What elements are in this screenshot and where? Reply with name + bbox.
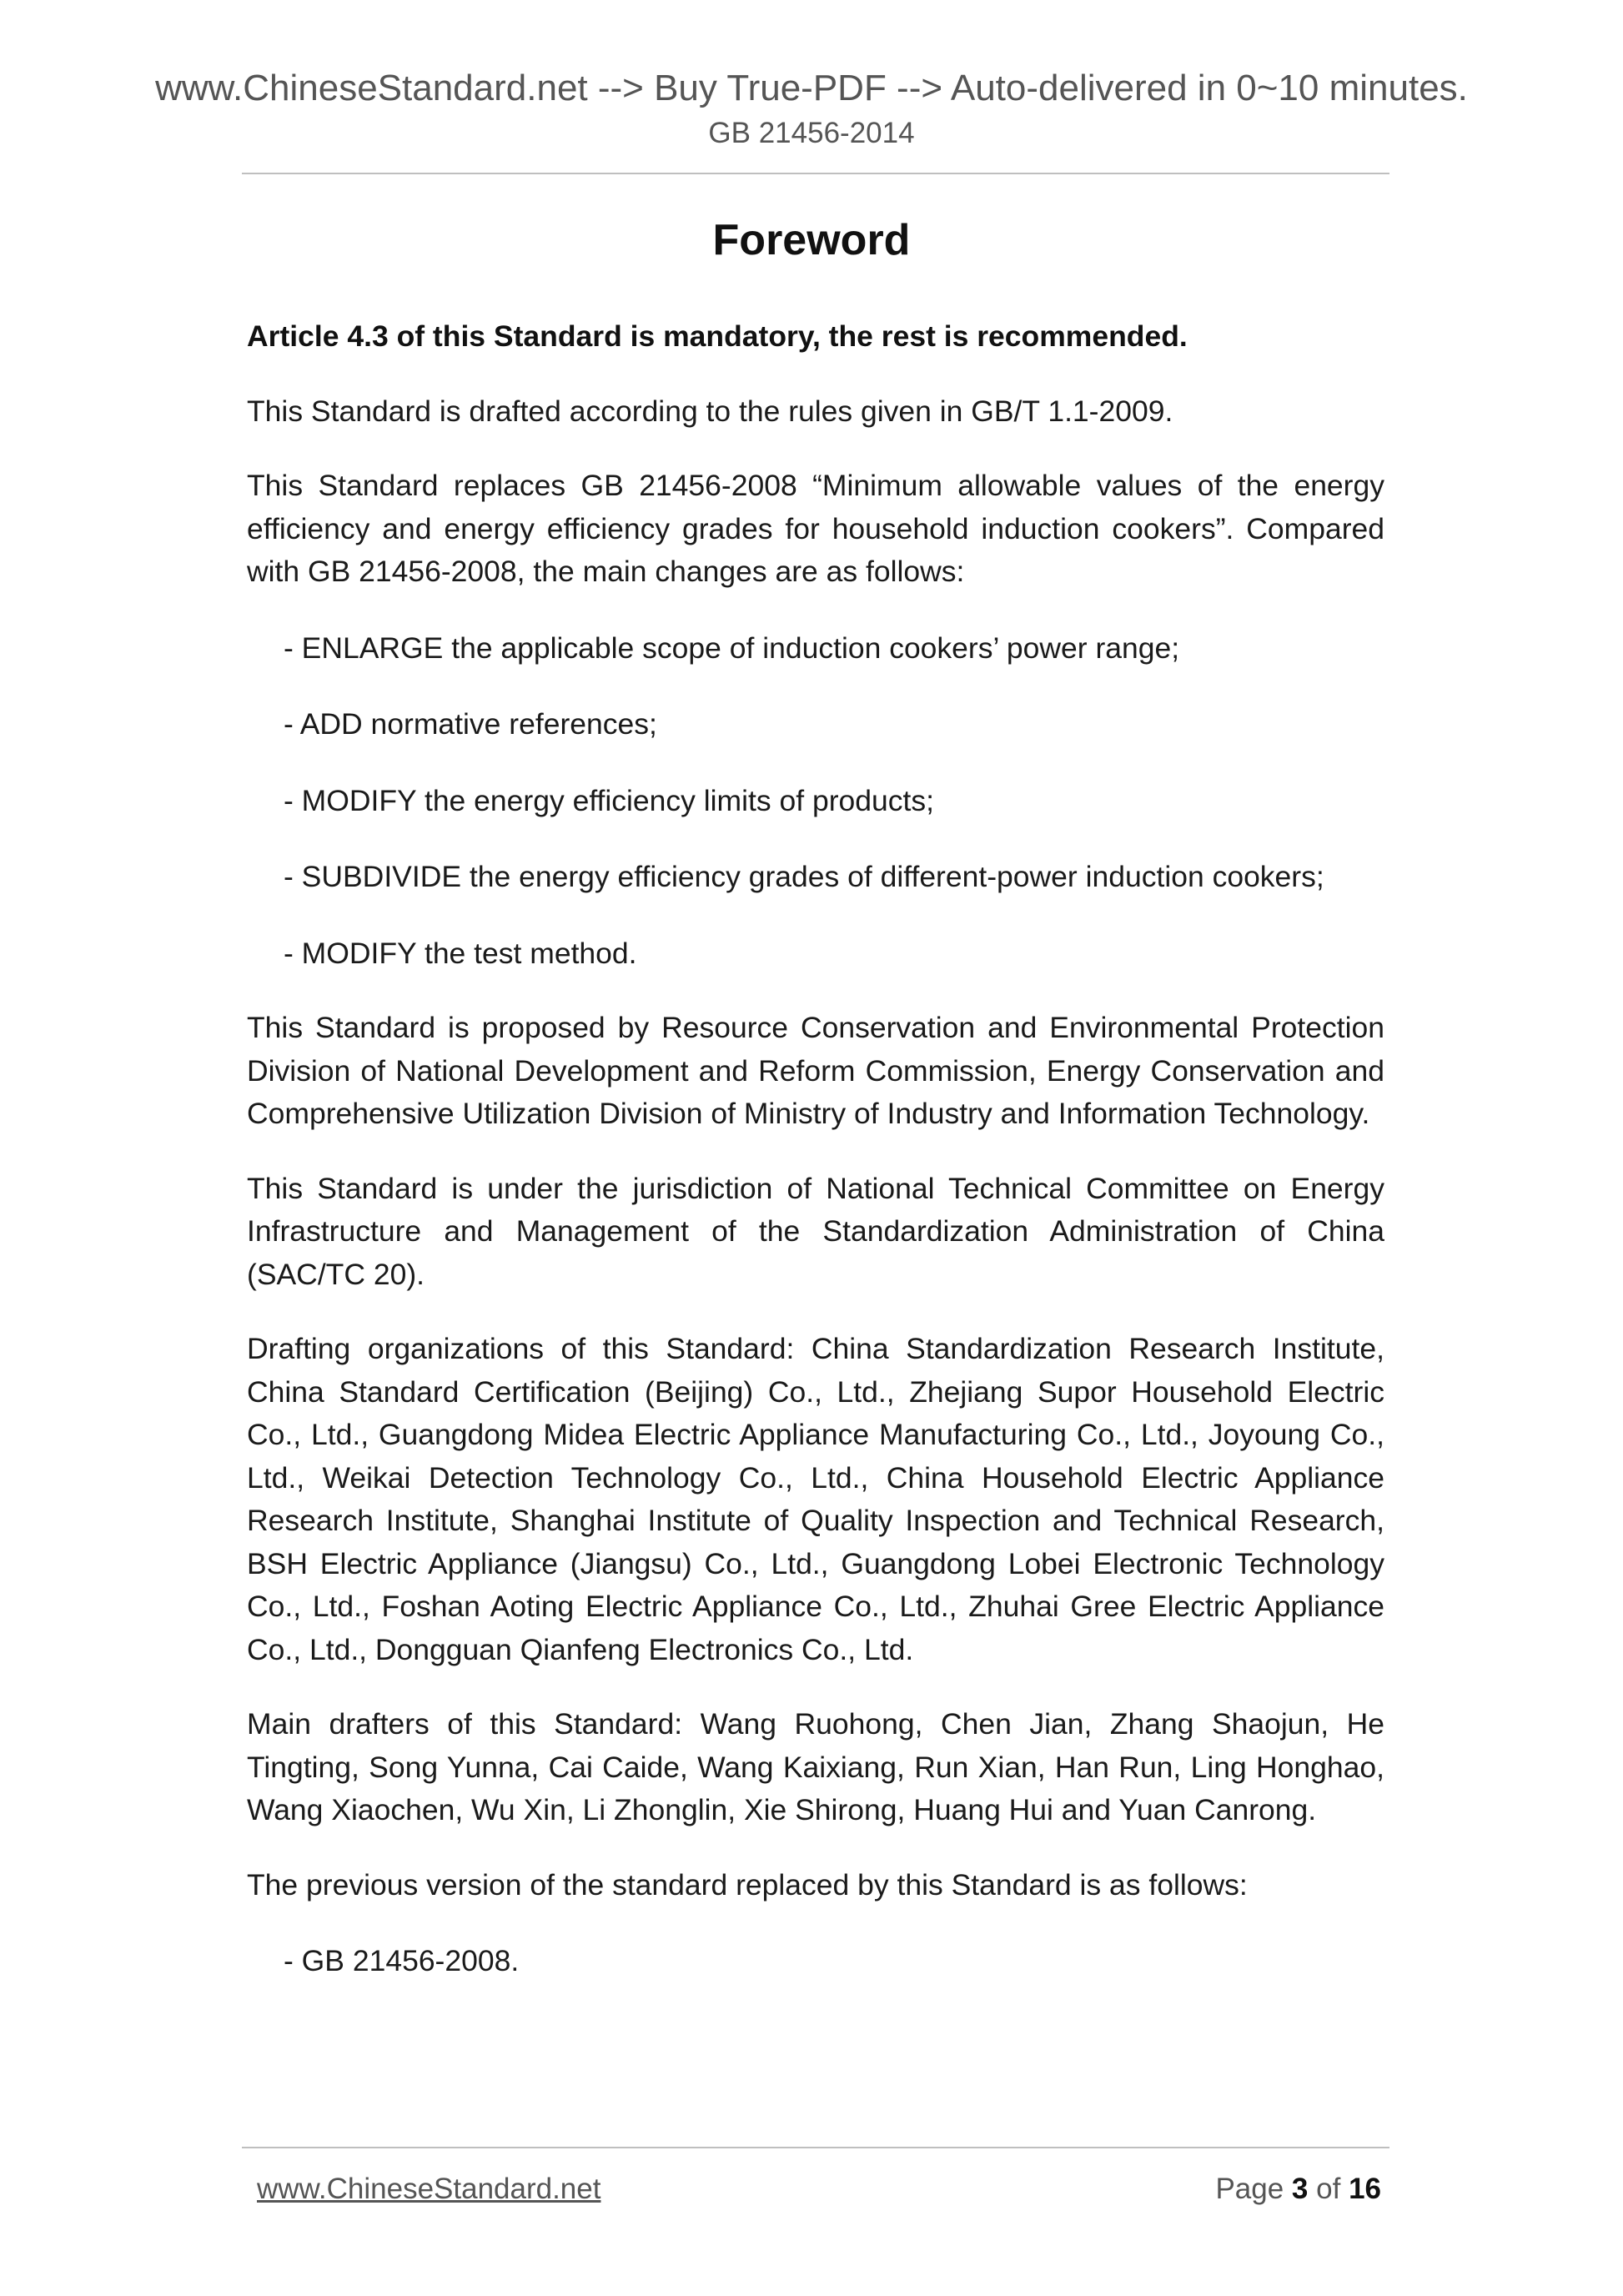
replaces-paragraph: This Standard replaces GB 21456-2008 “Minimum allowable values of the energy efficiency and energy efficiency grades for household induction cookers”. Compared with GB 21456-2008, the main changes are as follows: — [247, 469, 1384, 588]
change-item: - SUBDIVIDE the energy efficiency grades of different-power induction cookers; — [284, 860, 1324, 893]
footer-divider — [242, 2147, 1389, 2148]
total-page-count: 16 — [1349, 2173, 1381, 2205]
previous-version-intro: The previous version of the standard replaced by this Standard is as follows: — [247, 1867, 1248, 1902]
change-item: - MODIFY the energy efficiency limits of products; — [284, 783, 934, 817]
site-banner: www.ChineseStandard.net --> Buy True-PDF --> Auto-delivered in 0~10 minutes. — [155, 68, 1468, 108]
jurisdiction-paragraph: This Standard is under the jurisdiction of National Technical Committee on Energy Infrastructure and Management of the Standardization Administration of China (SAC/TC 20). — [247, 1171, 1384, 1291]
previous-version-item: - GB 21456-2008. — [284, 1944, 520, 1977]
change-item: - ENLARGE the applicable scope of induction cookers’ power range; — [284, 631, 1180, 665]
page-title: Foreword — [712, 216, 911, 264]
foreword-body — [247, 315, 1384, 1983]
header-divider — [242, 173, 1389, 174]
standard-number-header: GB 21456-2014 — [708, 117, 915, 149]
page-word: Page — [1215, 2173, 1284, 2205]
drafting-rules-paragraph: This Standard is drafted according to the rules given in GB/T 1.1-2009. — [247, 394, 1173, 428]
change-item: - MODIFY the test method. — [284, 936, 637, 970]
of-word: of — [1316, 2173, 1341, 2205]
current-page-number: 3 — [1291, 2173, 1309, 2205]
change-item: - ADD normative references; — [284, 707, 657, 741]
footer-site-link[interactable]: www.ChineseStandard.net — [257, 2173, 601, 2205]
main-drafters-paragraph: Main drafters of this Standard: Wang Ruohong, Chen Jian, Zhang Shaojun, He Tingting, Song Yunna, Cai Caide, Wang Kaixiang, Run Xian, Han Run, Ling Honghao, Wang Xiaochen, Wu Xin, Li Zhonglin, Xie Shirong, Huang Hui and Yuan Canrong. — [247, 1707, 1384, 1826]
page-indicator — [1215, 2171, 1381, 2208]
mandatory-note: Article 4.3 of this Standard is mandatory, the rest is recommended. — [247, 319, 1188, 353]
proposed-by-paragraph: This Standard is proposed by Resource Conservation and Environmental Protection Division of National Development and Reform Commission, Energy Conservation and Comprehensive Utilization Division of Ministry of Industry and Information Technology. — [247, 1011, 1384, 1130]
drafting-organizations-paragraph: Drafting organizations of this Standard: China Standardization Research Institute, China Standard Certification (Beijing) Co., Ltd., Zhejiang Supor Household Electric Co., Ltd., Guangdong Midea Electric Appliance Manufacturing Co., Ltd., Joyoung Co., Ltd., Weikai Detection Technology Co., Ltd., China Household Electric Appliance Research Institute, Shanghai Institute of Quality Inspection and Technical Research, BSH Electric Appliance (Jiangsu) Co., Ltd., Guangdong Lobei Electronic Technology Co., Ltd., Foshan Aoting Electric Appliance Co., Ltd., Zhuhai Gree Electric Appliance Co., Ltd., Dongguan Qianfeng Electronics Co., Ltd. — [247, 1332, 1384, 1666]
